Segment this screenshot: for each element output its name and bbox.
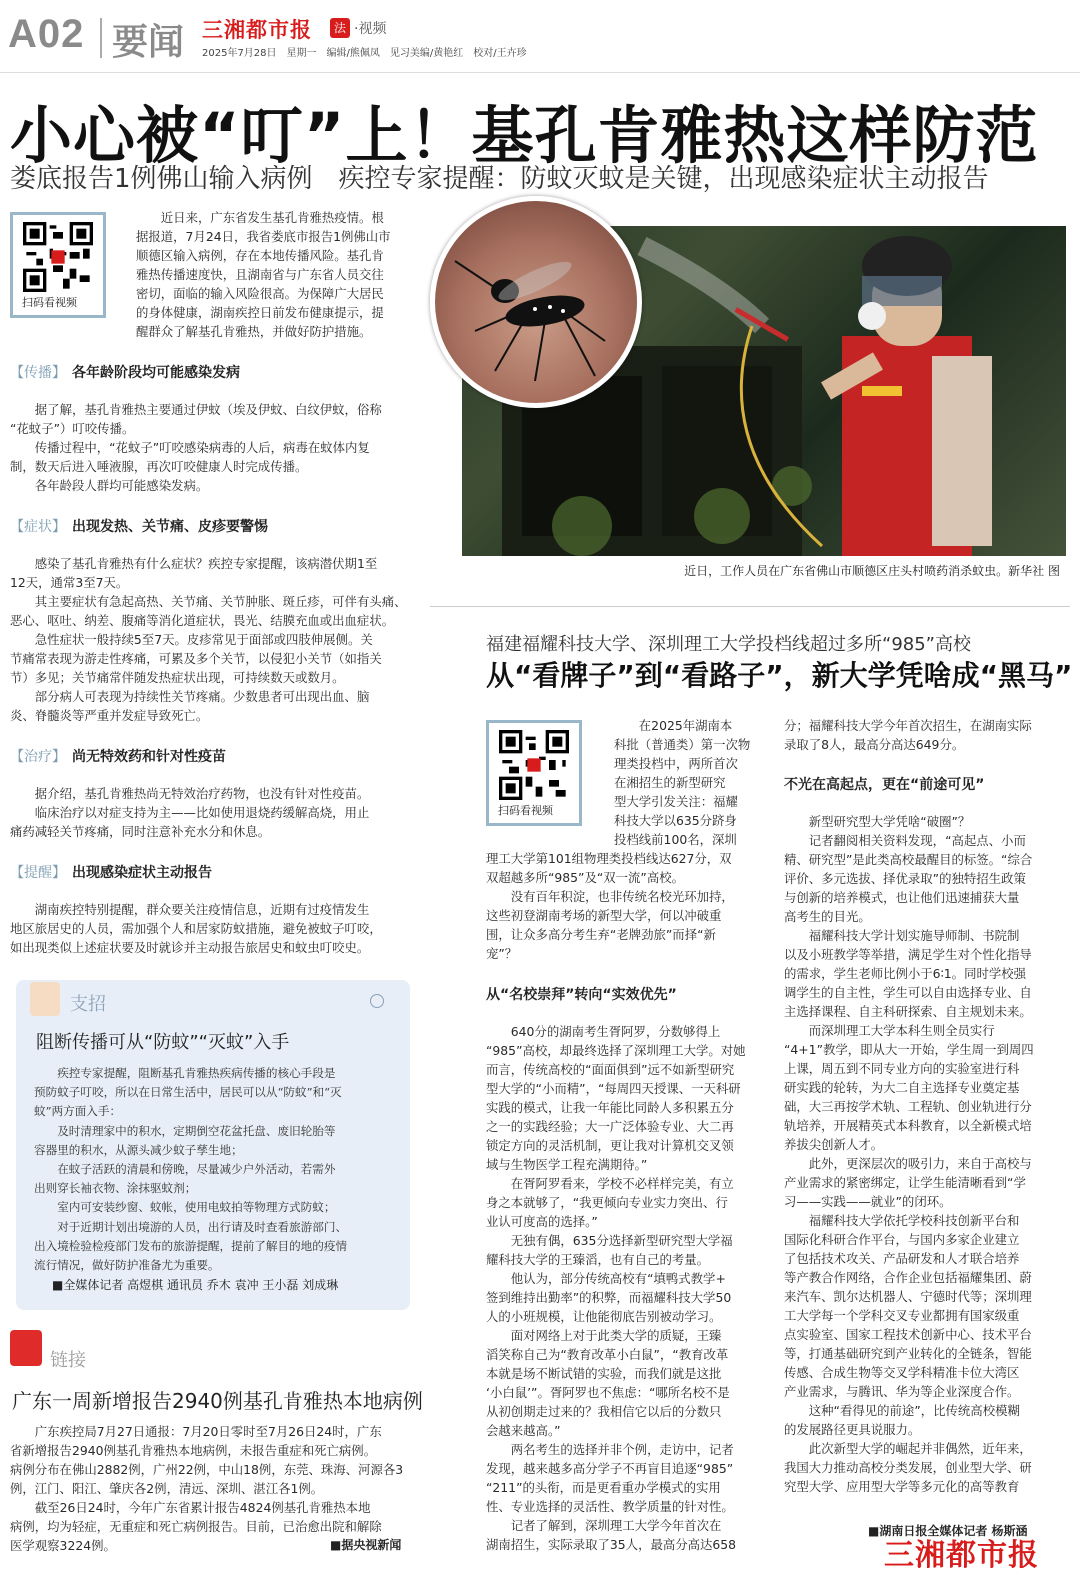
header-rule — [0, 72, 1080, 73]
text-line: 的发展路径更具说服力。 — [784, 1422, 921, 1437]
text-line: 签到维持出勤率”的积弊，而福耀科技大学50 — [486, 1290, 732, 1305]
tips-line: 及时清理家中的积水，定期倒空花盆托盘、废旧轮胎等 — [57, 1123, 336, 1138]
text-line: 础，大三再按学术轨、工程轨、创业轨进行分 — [784, 1099, 1032, 1114]
section-body-reminder — [10, 900, 414, 957]
tips-line: 出入境检验检疫部门发布的旅游提醒，提前了解目的地的疫情 — [34, 1238, 348, 1253]
header-divider — [100, 18, 102, 58]
qr-label: 扫码看视频 — [22, 296, 77, 309]
text-line: 而深圳理工大学本科生则全员实行 — [784, 1023, 995, 1038]
text-line: 业认可度高的选择。” — [486, 1214, 598, 1229]
photo-caption: 近日，工作人员在广东省佛山市顺德区庄头村喷药消杀蚊虫。新华社 图 — [684, 564, 1060, 578]
mosquito-inset-photo — [430, 196, 642, 408]
text-line: 节痛常表现为游走性疼痛，可累及多个关节，以侵犯小关节（如指关 — [10, 651, 382, 666]
text-line: 广东疾控局7月27日通报：7月20日零时至7月26日24时，广东 — [34, 1424, 382, 1439]
text-line: 据了解，基孔肯雅热主要通过伊蚊（埃及伊蚊、白纹伊蚊，俗称 — [34, 402, 382, 417]
text-line: 国际化科研合作平台，与国内多家企业建立 — [784, 1232, 1020, 1247]
main-subheadline: 娄底报告1例佛山输入病例 疾控专家提醒：防蚊灭蚊是关键，出现感染症状主动报告 — [10, 164, 989, 194]
text-line: 理工大学第101组物理类投档线达627分，双 — [486, 851, 732, 866]
tips-line: 容器里的积水，从源头减少蚊子孳生地； — [34, 1142, 243, 1157]
tips-body — [34, 1064, 394, 1275]
tips-line: 在蚊子活跃的清晨和傍晚，尽量减少户外活动，若需外 — [57, 1162, 336, 1177]
text-line: 录取了8人，最高分高达649分。 — [784, 737, 965, 752]
text-line: 这些初登湖南考场的新型大学，何以冲破重 — [486, 908, 722, 923]
text-line: 产业需求，与腾讯、华为等企业深度合作。 — [784, 1384, 1020, 1399]
text-line: 域与生物医学工程充满期待。” — [486, 1157, 648, 1172]
tips-line: 室内可安装纱窗、蚊帐，使用电蚊拍等物理方式防蚊； — [57, 1200, 336, 1215]
text-line: 临床治疗以对症支持为主——比如使用退烧药缓解高烧，用止 — [34, 805, 370, 820]
text-line: 痛药减轻关节疼痛，同时注意补充水分和休息。 — [10, 824, 271, 839]
text-line: 两名考生的选择并非个例，走访中，记者 — [486, 1442, 734, 1457]
text-line: 双超越多所“985”及“双一流”高校。 — [486, 870, 685, 885]
text-line: 身之本就够了，“我更倾向专业实力突出、行 — [486, 1195, 728, 1210]
text-line: 例，江门、阳江、肇庆各2例，清远、深圳、湛江各1例。 — [10, 1481, 324, 1496]
text-line: 没有百年积淀，也非传统名校光环加持， — [486, 889, 734, 904]
newspaper-logo: 三湘都市报 — [202, 17, 312, 42]
tips-line: 蚊”两方面入手： — [34, 1104, 122, 1119]
text-line: 炎、脊髓炎等严重并发症导致死亡。 — [10, 708, 209, 723]
text-line: 湖南招生，实际录取了35人，最高分高达658 — [486, 1537, 737, 1552]
text-line: 耀科技大学的王臻滔，也有自己的考量。 — [486, 1252, 710, 1267]
article-divider — [430, 606, 1070, 607]
text-line: 习——实践——就业”的闭环。 — [784, 1194, 952, 1209]
tips-line: 对于近期计划出境游的人员，出行请及时查看旅游部门、 — [57, 1219, 348, 1234]
text-line: 发现，越来越多高分学子不再盲目追逐“985” — [486, 1461, 734, 1476]
tips-label: 支招 — [70, 994, 106, 1015]
link-label: 链接 — [50, 1350, 86, 1371]
text-line: 养拔尖创新人才。 — [784, 1137, 884, 1152]
text-line: 此次新型大学的崛起并非偶然，近年来， — [784, 1441, 1032, 1456]
text-line: 在2025年湖南本 — [638, 718, 733, 733]
text-line: “花蚊子”）叮咬传播。 — [10, 421, 135, 436]
text-line: 他认为，部分传统高校有“填鸭式教学+ — [486, 1271, 726, 1286]
text-line: 病例，均为轻症，无重症和死亡病例报告。目前，已治愈出院和解除 — [10, 1519, 382, 1534]
text-line: 这种“看得见的前途”，比传统高校模糊 — [784, 1403, 1020, 1418]
article2-subhead-1: 从“名校崇拜”转向“实效优先” — [486, 987, 677, 1003]
qr-code-icon[interactable] — [496, 730, 572, 800]
text-line: 以及小班教学等举措，满足学生对个性化指导 — [784, 947, 1032, 962]
text-line: 型大学的“小而精”，“每周四天授课、一天科研 — [486, 1081, 741, 1096]
text-line: 面对网络上对于此类大学的质疑，王臻 — [486, 1328, 722, 1343]
text-line: 节）多见；关节痛常伴随发热症状出现，可持续数天或数月。 — [10, 670, 345, 685]
intro-paragraph — [136, 208, 416, 341]
tips-line: 预防蚊子叮咬，所以在日常生活中，居民可以从“防蚊”和“灭 — [34, 1085, 342, 1100]
text-line: 性、专业选择的灵活性、教学质量的针对性。 — [486, 1499, 734, 1514]
text-line: 我国大力推动高校分类发展，创业型大学、研 — [784, 1460, 1032, 1475]
text-line: 型大学引发关注：福耀 — [614, 794, 738, 809]
text-line: 人的小班规模，让他能彻底告别被动学习。 — [486, 1309, 722, 1324]
text-line: 本就是场不断试错的实验，而我们就是这批 — [486, 1366, 722, 1381]
intro-line: 的身体健康，湖南疾控日前发布健康提示，提 — [136, 305, 384, 320]
article2-col1-top — [486, 849, 758, 963]
text-line: 之一的实践经验；大一广泛体验专业、大二再 — [486, 1119, 734, 1134]
text-line: 研实践的轮转，为大二自主选择专业奠定基 — [784, 1080, 1020, 1095]
text-line: 急性症状一般持续5至7天。皮疹常见于面部或四肢伸展侧。关 — [34, 632, 373, 647]
text-line: 滔笑称自己为“教育改革小白鼠”，“教育改革 — [486, 1347, 729, 1362]
text-line: 如出现类似上述症状要及时就诊并主动报告旅居史和蚊虫叮咬史。 — [10, 940, 370, 955]
article2-title: 从“看牌子”到“看路子”，新大学凭啥成“黑马” — [486, 659, 1073, 692]
link-title: 广东一周新增报告2940例基孔肯雅热本地病例 — [12, 1389, 423, 1413]
text-line: 截至26日24时，今年广东省累计报告4824例基孔肯雅热本地 — [34, 1500, 371, 1515]
text-line: 从初创期走过来的？我相信它以后的分数只 — [486, 1404, 722, 1419]
text-line: “985”高校，却最终选择了深圳理工大学。对她 — [486, 1043, 746, 1058]
section-name: 要闻 — [112, 22, 185, 63]
text-line: 病例分布在佛山2882例，广州22例，中山18例，东莞、珠海、河源各3 — [10, 1462, 404, 1477]
text-line: ‘小白鼠’”。胥阿罗也不焦虑：“哪所名校不是 — [486, 1385, 730, 1400]
text-line: 的需求，学生老师比例小于6∶1。同时学校强 — [784, 966, 1027, 981]
link-byline: ■据央视新闻 — [330, 1538, 402, 1552]
text-line: 传播过程中，“花蚊子”叮咬感染病毒的人后，病毒在蚊体内复 — [34, 440, 370, 455]
qr-code-icon[interactable] — [20, 222, 96, 298]
text-line: 实践的模式，让我一年能比同龄人多积累五分 — [486, 1100, 734, 1115]
text-line: 医学观察3224例。 — [10, 1538, 116, 1553]
text-line: 理类投档中，两所首次 — [614, 756, 738, 771]
text-line: 会越来越高。” — [486, 1423, 561, 1438]
text-line: “4+1”教学，即从大一开始，学生周一到周四 — [784, 1042, 1034, 1057]
intro-line: 密切，面临的输入风险很高。为保障广大居民 — [136, 286, 384, 301]
text-line: 记者了解到，深圳理工大学今年首次在 — [486, 1518, 722, 1533]
article2-lead — [614, 716, 758, 849]
text-line: 12天，通常3至7天。 — [10, 575, 129, 590]
text-line: 科批（普通类）第一次物 — [614, 737, 751, 752]
text-line: 科技大学以635分跻身 — [614, 813, 737, 828]
text-line: 与创新的培养模式，也让他们迅速捕获大量 — [784, 890, 1020, 905]
text-line: 轨培养，开展精英式本科教育，以全新模式培 — [784, 1118, 1032, 1133]
tips-line: 出则穿长袖衣物、涂抹驱蚊剂； — [34, 1181, 197, 1196]
text-line: 宠”？ — [486, 946, 518, 961]
text-line: 640分的湖南考生胥阿罗，分数够得上 — [486, 1024, 721, 1039]
article2-byline: ■湖南日报全媒体记者 杨斯涵 — [868, 1524, 1028, 1538]
text-line: 点实验室、国家工程技术创新中心、技术平台 — [784, 1327, 1032, 1342]
text-line: 福耀科技大学依托学校科技创新平台和 — [784, 1213, 1020, 1228]
intro-line: 雅热传播速度快，且湖南省与广东省人员交往 — [136, 267, 384, 282]
text-line: “211”的头衔，而是更看重办学模式的实用 — [486, 1480, 721, 1495]
text-line: 究型大学、应用型大学等多元化的高等教育 — [784, 1479, 1020, 1494]
intro-line: 醒群众了解基孔肯雅热，并做好防护措施。 — [136, 324, 372, 339]
text-line: 上课，周五到不同专业方向的实验室进行科 — [784, 1061, 1020, 1076]
article2-col2-top — [784, 716, 1060, 754]
text-line: 湖南疾控特别提醒，群众要关注疫情信息，近期有过疫情发生 — [34, 902, 370, 917]
page-number: A02 — [8, 12, 85, 56]
text-line: 主选择课程、自主科研探索、自主规划未来。 — [784, 1004, 1032, 1019]
header-meta: 2025年7月28日 星期一 编辑/熊佩凤 见习美编/黄艳红 校对/王卉珍 — [202, 48, 527, 59]
text-line: 工大学每一个学科交叉专业都拥有国家级重 — [784, 1308, 1020, 1323]
text-line: 产业需求的紧密绑定，让学生能清晰看到“学 — [784, 1175, 1026, 1190]
video-badge-icon: 法 — [330, 18, 350, 38]
text-line: 地区旅居史的人员，需加强个人和居家防蚊措施，避免被蚊子叮咬， — [10, 921, 382, 936]
text-line: 其主要症状有急起高热、关节痛、关节肿胀、斑丘疹，可伴有头痛、 — [34, 594, 407, 609]
article2-col2-body — [784, 812, 1060, 1496]
article2-kicker: 福建福耀科技大学、深圳理工大学投档线超过多所“985”高校 — [486, 634, 972, 655]
section-body-spread — [10, 400, 414, 495]
intro-line: 据报道，7月24日，我省娄底市报告1例佛山市 — [136, 229, 391, 244]
pin-icon — [370, 994, 384, 1008]
text-line: 感染了基孔肯雅热有什么症状？疾控专家提醒，该病潜伏期1至 — [34, 556, 378, 571]
main-headline: 小心被“叮”上！基孔肯雅热这样防范 — [10, 99, 1039, 172]
text-line: 来汽车、凯尔达机器人、宁德时代等；深圳理 — [784, 1289, 1032, 1304]
text-line: 围，让众多高分考生弃“老牌劲旅”而择“新 — [486, 927, 716, 942]
section-body-symptoms — [10, 554, 414, 725]
text-line: 各年龄段人群均可能感染发病。 — [34, 478, 209, 493]
intro-line: 近日来，广东省发生基孔肯雅热疫情。根 — [160, 210, 384, 225]
text-line: 新型研究型大学凭啥“破圈”？ — [784, 814, 971, 829]
section-heading-treatment: 【治疗】 尚无特效药和针对性疫苗 — [10, 749, 226, 765]
text-line: 省新增报告2940例基孔肯雅热本地病例，未报告重症和死亡病例。 — [10, 1443, 377, 1458]
section-body-treatment — [10, 784, 414, 841]
video-label: ·视频 — [354, 21, 387, 37]
section-heading-symptoms: 【症状】 出现发热、关节痛、皮疹要警惕 — [10, 519, 268, 535]
text-line: 精、研究型”是此类高校最醒目的标签。“综合 — [784, 852, 1033, 867]
text-line: 了包括技术攻关、产品研发和人才联合培养 — [784, 1251, 1020, 1266]
tips-line: 流行情况，做好防护准备尤为重要。 — [34, 1258, 220, 1273]
link-bubble-icon — [10, 1330, 42, 1366]
tips-line: 疾控专家提醒，阻断基孔肯雅热疾病传播的核心手段是 — [57, 1066, 336, 1080]
qr-label: 扫码看视频 — [498, 804, 553, 817]
text-line: 评价、多元选拔、择优录取”的独特招生政策 — [784, 871, 1026, 886]
text-line: 分；福耀科技大学今年首次招生，在湖南实际 — [784, 718, 1032, 733]
text-line: 锁定方向的灵活机制，更让我对计算机交叉领 — [486, 1138, 734, 1153]
text-line: 福耀科技大学计划实施导师制、书院制 — [784, 928, 1020, 943]
text-line: 在胥阿罗看来，学校不必样样完美，有立 — [486, 1176, 734, 1191]
text-line: 等产教合作网络，合作企业包括福耀集团、蔚 — [784, 1270, 1032, 1285]
text-line: 此外，更深层次的吸引力，来自于高校与 — [784, 1156, 1032, 1171]
text-line: 恶心、呕吐、纳差、腹痛等消化道症状，畏光、结膜充血或出血症状。 — [10, 613, 395, 628]
text-line: 高考生的目光。 — [784, 909, 871, 924]
text-line: 无独有偶，635分选择新型研究型大学福 — [486, 1233, 733, 1248]
text-line: 调学生的自主性，学生可以自由选择专业、自 — [784, 985, 1032, 1000]
text-line: 而言，传统高校的“面面俱到”远不如新型研究 — [486, 1062, 735, 1077]
section-heading-reminder: 【提醒】 出现感染症状主动报告 — [10, 865, 212, 881]
section-heading-spread: 【传播】 各年龄阶段均可能感染发病 — [10, 365, 240, 381]
text-line: 据介绍，基孔肯雅热尚无特效治疗药物，也没有针对性疫苗。 — [34, 786, 370, 801]
text-line: 在湘招生的新型研究 — [614, 775, 726, 790]
intro-line: 顺德区输入病例，存在本地传播风险。基孔肯 — [136, 248, 384, 263]
text-line: 投档线前100名，深圳 — [614, 832, 737, 847]
article2-col1-body — [486, 1022, 758, 1554]
footer-logo: 三湘都市报 — [884, 1538, 1039, 1573]
article2-subhead-2: 不光在高起点，更在“前途可见” — [784, 777, 985, 793]
text-line: 记者翻阅相关资料发现，“高起点、小而 — [784, 833, 1026, 848]
tips-title: 阻断传播可从“防蚊”“灭蚊”入手 — [36, 1032, 290, 1053]
text-line: 制，数天后进入唾液腺，再次叮咬健康人时完成传播。 — [10, 459, 308, 474]
tips-byline: ■全媒体记者 高煜棋 通讯员 乔木 袁冲 王小磊 刘成琳 — [52, 1278, 339, 1292]
tips-bubble-icon — [30, 982, 60, 1016]
text-line: 传感、合成生物等交叉学科精准卡位大湾区 — [784, 1365, 1020, 1380]
text-line: 部分病人可表现为持续性关节疼痛。少数患者可出现出血、脑 — [34, 689, 370, 704]
text-line: 等，打通基础研究到产业转化的全链条，智能 — [784, 1346, 1032, 1361]
